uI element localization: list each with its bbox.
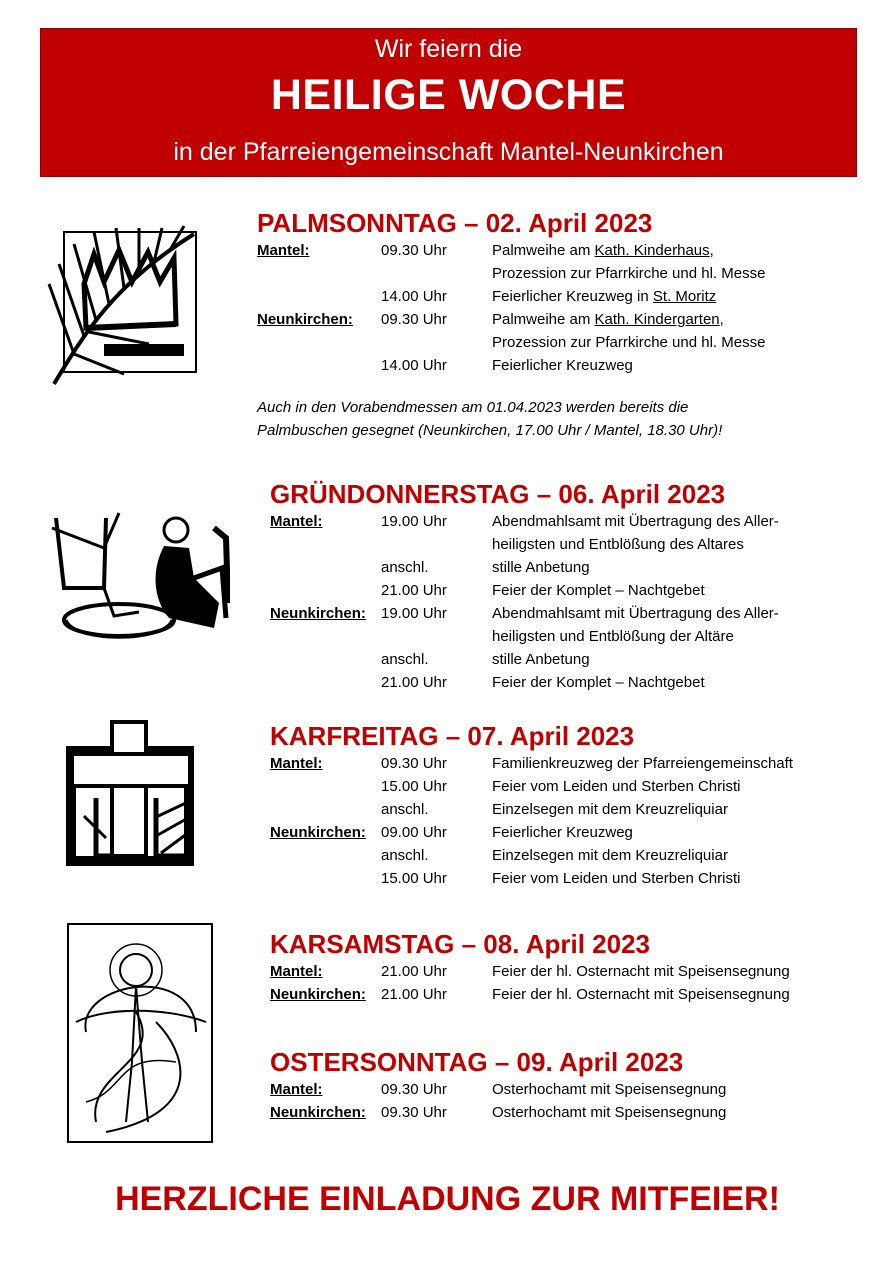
time-label: 09.00 Uhr	[381, 824, 447, 841]
section-title: PALMSONNTAG – 02. April 2023	[257, 208, 653, 238]
note-line: Auch in den Vorabendmessen am 01.04.2023 werden bereits die	[257, 399, 689, 416]
time-label: 19.00 Uhr	[381, 605, 447, 622]
time-label: 21.00 Uhr	[381, 986, 447, 1003]
time-label: 14.00 Uhr	[381, 357, 447, 374]
schedule-row	[270, 556, 725, 579]
event-description: Feier der Komplet – Nachtgebet	[492, 674, 705, 691]
location-label: Neunkirchen:	[270, 605, 366, 622]
schedule-row	[257, 262, 766, 285]
location-label: Mantel:	[257, 242, 310, 259]
cross-illustration	[56, 718, 206, 868]
location-label: Mantel:	[270, 1081, 323, 1098]
section-karsamstag	[270, 928, 790, 1006]
schedule-row	[257, 239, 714, 262]
schedule-row	[270, 1101, 727, 1124]
event-description: Feier vom Leiden und Sterben Christi	[492, 870, 741, 887]
event-description: Einzelsegen mit dem Kreuzreliquiar	[492, 801, 728, 818]
event-description: heiligsten und Entblößung des Altares	[492, 536, 744, 553]
banner-intro: Wir feiern die	[374, 35, 523, 63]
location-label: Mantel:	[270, 755, 323, 772]
banner-title: HEILIGE WOCHE	[270, 71, 627, 119]
schedule-row	[270, 510, 779, 533]
time-label: 09.30 Uhr	[381, 242, 447, 259]
schedule-row	[270, 983, 790, 1006]
schedule-row	[257, 354, 652, 377]
event-description: stille Anbetung	[492, 651, 590, 668]
section-ostersonntag	[270, 1046, 727, 1124]
venue-name: Kath. Kinderhaus	[594, 242, 710, 259]
schedule-row	[270, 625, 734, 648]
location-label: Mantel:	[270, 513, 323, 530]
palm-crown-illustration	[44, 224, 204, 389]
time-label: 21.00 Uhr	[381, 963, 447, 980]
time-label: 14.00 Uhr	[381, 288, 447, 305]
time-label: 09.30 Uhr	[381, 755, 447, 772]
foot-washing-illustration	[44, 508, 230, 648]
section-gruendonnerstag	[270, 478, 779, 694]
vorabend-note	[257, 396, 857, 442]
event-description: Palmweihe am Kath. Kindergarten,	[492, 311, 724, 328]
section-title: GRÜNDONNERSTAG – 06. April 2023	[270, 479, 726, 509]
location-label: Neunkirchen:	[270, 986, 366, 1003]
section-karfreitag	[270, 720, 793, 890]
time-label: 15.00 Uhr	[381, 870, 447, 887]
schedule-row	[270, 960, 790, 983]
event-description: Feier der Komplet – Nachtgebet	[492, 582, 705, 599]
section-title: KARFREITAG – 07. April 2023	[270, 721, 635, 751]
schedule-row	[270, 648, 725, 671]
time-label: anschl.	[381, 801, 429, 818]
location-label: Neunkirchen:	[270, 1104, 366, 1121]
schedule-row	[270, 752, 793, 775]
event-description: stille Anbetung	[492, 559, 590, 576]
event-description: Prozession zur Pfarrkirche und hl. Messe	[492, 265, 766, 282]
time-label: 09.30 Uhr	[381, 1104, 447, 1121]
time-label: 09.30 Uhr	[381, 1081, 447, 1098]
venue-name: St. Moritz	[652, 288, 717, 305]
event-description: Feierlicher Kreuzweg in St. Moritz	[492, 288, 717, 305]
time-label: anschl.	[381, 651, 429, 668]
event-description: Einzelsegen mit dem Kreuzreliquiar	[492, 847, 728, 864]
time-label: anschl.	[381, 559, 429, 576]
time-label: 21.00 Uhr	[381, 582, 447, 599]
banner-subtitle: in der Pfarreiengemeinschaft Mantel-Neunkirchen	[173, 138, 724, 166]
note-line: Palmbuschen gesegnet (Neunkirchen, 17.00 Uhr / Mantel, 18.30 Uhr)!	[257, 422, 723, 439]
schedule-row	[257, 331, 766, 354]
header-banner	[40, 28, 857, 177]
schedule-row	[270, 602, 779, 625]
schedule-row	[257, 285, 717, 308]
event-description: Abendmahlsamt mit Übertragung des Aller-	[492, 605, 779, 622]
event-description: Abendmahlsamt mit Übertragung des Aller-	[492, 513, 779, 530]
event-description: Feierlicher Kreuzweg	[492, 357, 633, 374]
location-label: Mantel:	[270, 963, 323, 980]
time-label: 21.00 Uhr	[381, 674, 447, 691]
time-label: anschl.	[381, 847, 429, 864]
time-label: 15.00 Uhr	[381, 778, 447, 795]
resurrection-illustration	[66, 922, 216, 1144]
schedule-row	[270, 844, 728, 867]
schedule-row	[270, 775, 741, 798]
location-label: Neunkirchen:	[270, 824, 366, 841]
invitation-footer: HERZLICHE EINLADUNG ZUR MITFEIER!	[115, 1180, 780, 1218]
event-description: Prozession zur Pfarrkirche und hl. Messe	[492, 334, 766, 351]
time-label: 19.00 Uhr	[381, 513, 447, 530]
event-description: Familienkreuzweg der Pfarreiengemeinschaft	[492, 755, 793, 772]
section-palmsonntag	[257, 207, 766, 377]
venue-name: Kath. Kindergarten	[594, 311, 720, 328]
schedule-row	[270, 579, 725, 602]
event-description: Feier vom Leiden und Sterben Christi	[492, 778, 741, 795]
event-description: Osterhochamt mit Speisensegnung	[492, 1081, 727, 1098]
schedule-row	[257, 308, 724, 331]
event-description: Osterhochamt mit Speisensegnung	[492, 1104, 727, 1121]
schedule-row	[270, 867, 741, 890]
event-description: Feier der hl. Osternacht mit Speisensegnung	[492, 986, 790, 1003]
schedule-row	[270, 821, 634, 844]
location-label: Neunkirchen:	[257, 311, 353, 328]
time-label: 09.30 Uhr	[381, 311, 447, 328]
schedule-row	[270, 533, 744, 556]
section-title: KARSAMSTAG – 08. April 2023	[270, 929, 650, 959]
event-description: Feier der hl. Osternacht mit Speisensegnung	[492, 963, 790, 980]
event-description: Palmweihe am Kath. Kinderhaus,	[492, 242, 714, 259]
schedule-row	[270, 1078, 727, 1101]
schedule-row	[270, 798, 728, 821]
schedule-row	[270, 671, 725, 694]
section-title: OSTERSONNTAG – 09. April 2023	[270, 1047, 684, 1077]
event-description: Feierlicher Kreuzweg	[492, 824, 633, 841]
event-description: heiligsten und Entblößung der Altäre	[492, 628, 734, 645]
